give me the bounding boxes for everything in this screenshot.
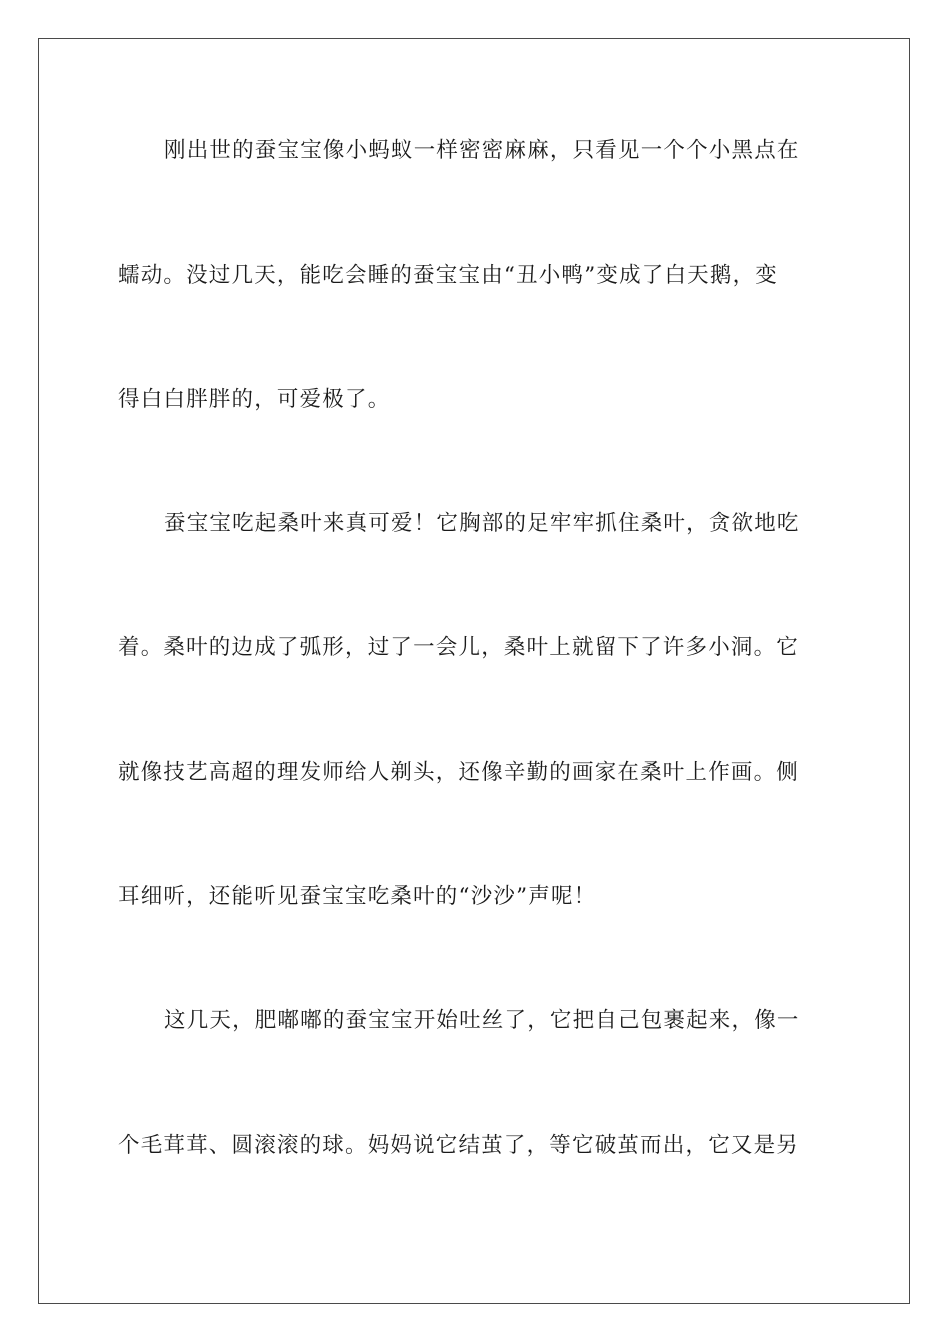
paragraph-2-line-1: 蚕宝宝吃起桑叶来真可爱！它胸部的足牢牢抓住桑叶，贪欲地吃 xyxy=(164,511,800,536)
paragraph-2-line-4: 耳细听，还能听见蚕宝宝吃桑叶的“沙沙”声呢！ xyxy=(118,884,597,909)
paragraph-1-line-3: 得白白胖胖的，可爱极了。 xyxy=(118,387,391,412)
paragraph-3-line-1: 这几天，肥嘟嘟的蚕宝宝开始吐丝了，它把自己包裹起来，像一 xyxy=(164,1008,800,1033)
paragraph-2-line-3: 就像技艺高超的理发师给人剃头，还像辛勤的画家在桑叶上作画。侧 xyxy=(118,760,800,785)
page-border xyxy=(38,38,910,1304)
paragraph-1-line-2: 蠕动。没过几天，能吃会睡的蚕宝宝由“丑小鸭”变成了白天鹅，变 xyxy=(118,263,778,288)
paragraph-1-line-1: 刚出世的蚕宝宝像小蚂蚁一样密密麻麻，只看见一个个小黑点在 xyxy=(164,138,800,163)
paragraph-2-line-2: 着。桑叶的边成了弧形，过了一会儿，桑叶上就留下了许多小洞。它 xyxy=(118,635,800,660)
paragraph-3-line-2: 个毛茸茸、圆滚滚的球。妈妈说它结茧了，等它破茧而出，它又是另 xyxy=(118,1133,800,1158)
